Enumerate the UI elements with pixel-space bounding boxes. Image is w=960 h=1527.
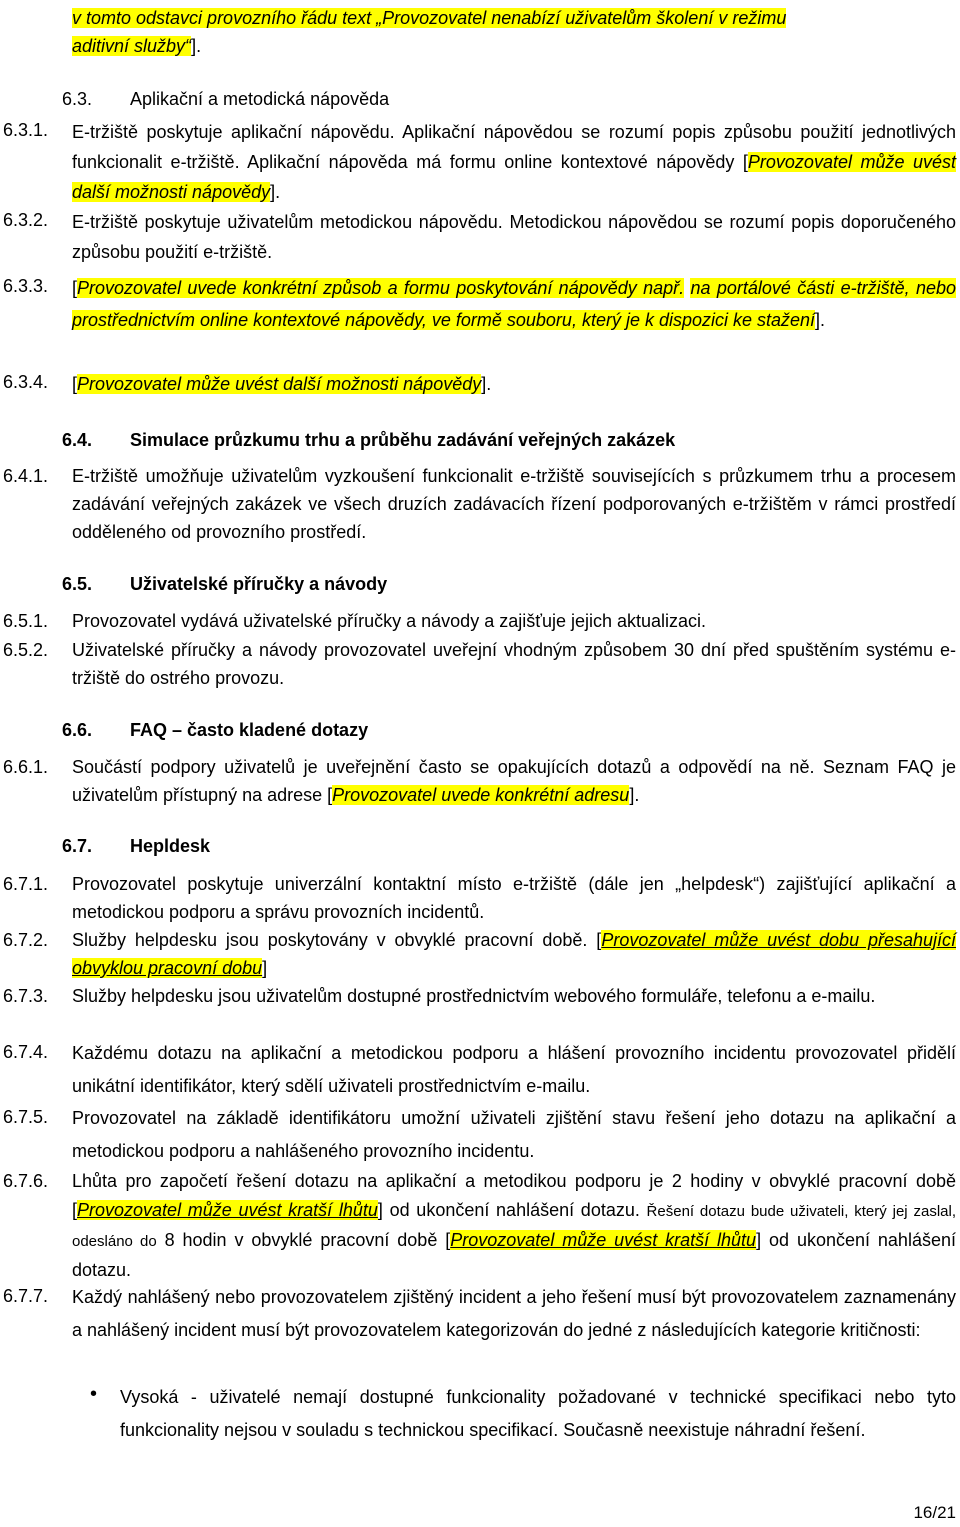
section-title: FAQ – často kladené dotazy [130,720,369,740]
item-6-7-4-text: Každému dotazu na aplikační a metodickou podporu a hlášení provozního incidentu provozovatel přidělí unikátní identifikátor, který sdělí uživateli prostřednictvím e-mailu. [72,1043,956,1096]
item-number: 6.5.1. [3,611,49,631]
item-number: 6.5.2. [3,640,49,660]
item-text: E-tržiště poskytuje aplikační nápovědu. Aplikační nápovědou se rozumí popis způsobu použití jednotlivých funkcionalit e-tržiště. Aplikační nápověda má formu online kontextové nápovědy [ [72,122,956,172]
highlight: Provozovatel může uvést další možnosti nápovědy [77,374,482,394]
bracket: [ [72,278,78,298]
item-number: 6.7.5. [3,1107,49,1127]
small-text: Řešení dotazu bude uživateli, který jej zaslal, odesláno do [72,1203,956,1250]
highlight: Provozovatel uvede konkrétní adresu [332,785,630,805]
section-number: 6.6. [62,720,93,740]
page-number: 16/21 [913,1503,956,1522]
bracket-end: ]. [815,310,826,330]
item-6-3-4-text [72,368,956,400]
item-number: 6.3.3. [3,276,49,296]
item-6-5-1-text: Provozovatel vydává uživatelské příručky a návody a zajišťuje jejich aktualizaci. [72,611,707,631]
intro-line-2: aditivní služby“ [72,36,192,56]
section-title: Hepldesk [130,836,211,856]
item-number: 6.7.3. [3,986,49,1006]
item-6-4-1-text: E-tržiště umožňuje uživatelům vyzkoušení funkcionalit e-tržiště souvisejících s průzkumem trhu a procesem zadávání veřejných zakázek ve všech druzích zadávacích řízení podporovaných e-tržištěm v rámci prostředí odděleného od provozního prostředí. [72,466,956,542]
section-6-5-heading [62,574,388,595]
item-6-3-1-text [72,117,956,207]
item-number: 6.7.6. [3,1171,49,1191]
highlight: Provozovatel uvede konkrétní způsob a formu poskytování nápovědy např. [77,278,685,298]
item-6-3-3-text [72,272,956,336]
section-title: Uživatelské příručky a návody [130,574,388,594]
item-6-7-1-text: Provozovatel poskytuje univerzální kontaktní místo e-tržiště (dále jen „helpdesk“) zajišťující aplikační a metodickou podporu a správu provozních incidentů. [72,874,956,922]
item-text: Služby helpdesku jsou poskytovány v obvyklé pracovní době. [ [72,930,602,950]
item-text: ] od ukončení nahlášení dotazu. [377,1200,647,1220]
section-6-6-heading [62,720,369,741]
item-6-6-1-text [72,753,956,809]
intro-line-2-end: ]. [191,36,202,56]
item-6-7-3-text: Služby helpdesku jsou uživatelům dostupné prostřednictvím webového formuláře, telefonu a e-mailu. [72,986,876,1006]
item-6-7-7-text: Každý nahlášený nebo provozovatelem zjištěný incident a jeho řešení musí být provozovatelem zaznamenány a nahlášený incident musí být provozovatelem kategorizován do jedné z následujících kategorie kritičnosti: [72,1287,956,1340]
item-6-3-2-text: E-tržiště poskytuje uživatelům metodickou nápovědu. Metodickou nápovědou se rozumí popis doporučeného způsobu použití e-tržiště. [72,212,956,262]
item-number: 6.4.1. [3,466,49,486]
item-text: Součástí podpory uživatelů je uveřejnění často se opakujících dotazů a odpovědí na ně. Seznam FAQ je uživatelům přístupný na adrese [ [72,757,956,805]
section-number: 6.4. [62,430,93,450]
section-number: 6.3. [62,89,93,109]
highlight-text: Provozovatel může uvést kratší lhůtu [77,1200,378,1220]
item-number: 6.3.2. [3,210,49,230]
section-title: Simulace průzkumu trhu a průběhu zadávání veřejných zakázek [130,430,676,450]
highlight [450,1230,756,1250]
bracket: [ [72,374,78,394]
item-6-5-2-text: Uživatelské příručky a návody provozovatel uveřejní vhodným způsobem 30 dní před spuštěním systému e-tržiště do ostrého provozu. [72,640,956,688]
section-6-3-heading [62,89,390,110]
item-number: 6.7.2. [3,930,49,950]
item-text-end: ] [262,958,268,978]
bullet-item-text: Vysoká - uživatelé nemají dostupné funkcionality požadované v technické specifikaci nebo tyto funkcionality nejsou v souladu s technickou specifikací. Současně neexistuje náhradní řešení. [120,1387,956,1440]
section-number: 6.7. [62,836,93,856]
section-6-4-heading [62,430,676,451]
section-number: 6.5. [62,574,93,594]
highlight [77,1200,378,1220]
item-number: 6.7.4. [3,1042,49,1062]
intro-line-1: v tomto odstavci provozního řádu text „Provozovatel nenabízí uživatelům školení v režimu [72,8,787,28]
highlight: na portálové části e-tržiště, nebo prostřednictvím online kontextové nápovědy, ve formě souboru, který je k dispozici ke stažení [72,278,956,330]
item-number: 6.7.1. [3,874,49,894]
item-number: 6.3.4. [3,372,49,392]
highlight-text: Provozovatel může uvést kratší lhůtu [450,1230,757,1250]
item-number: 6.7.7. [3,1286,49,1306]
item-6-7-2-text [72,926,956,982]
item-text-end: ]. [270,182,281,202]
item-text: 8 hodin v obvyklé pracovní době [ [156,1230,451,1250]
intro-paragraph [72,4,956,60]
item-text-end: ]. [629,785,640,805]
section-6-7-heading [62,836,211,857]
highlight-text: Provozovatel může uvést dobu přesahující obvyklou pracovní dobu [72,930,957,978]
item-6-7-5-text: Provozovatel na základě identifikátoru umožní uživateli zjištění stavu řešení jeho dotazu na aplikační a metodickou podporu a nahlášeného provozního incidentu. [72,1108,956,1161]
highlight: Provozovatel může uvést další možnosti nápovědy [72,152,957,202]
item-text: Lhůta pro započetí řešení dotazu na aplikační a metodikou podporu je 2 hodiny v obvyklé pracovní době [ [72,1171,956,1220]
section-title: Aplikační a metodická nápověda [130,89,390,109]
item-text-end: ] od ukončení nahlášení dotazu. [72,1230,956,1280]
item-6-7-6-text [72,1167,956,1285]
bracket-end: ]. [481,374,492,394]
item-number: 6.3.1. [3,120,49,140]
bullet-icon: • [90,1383,98,1405]
item-number: 6.6.1. [3,757,49,777]
